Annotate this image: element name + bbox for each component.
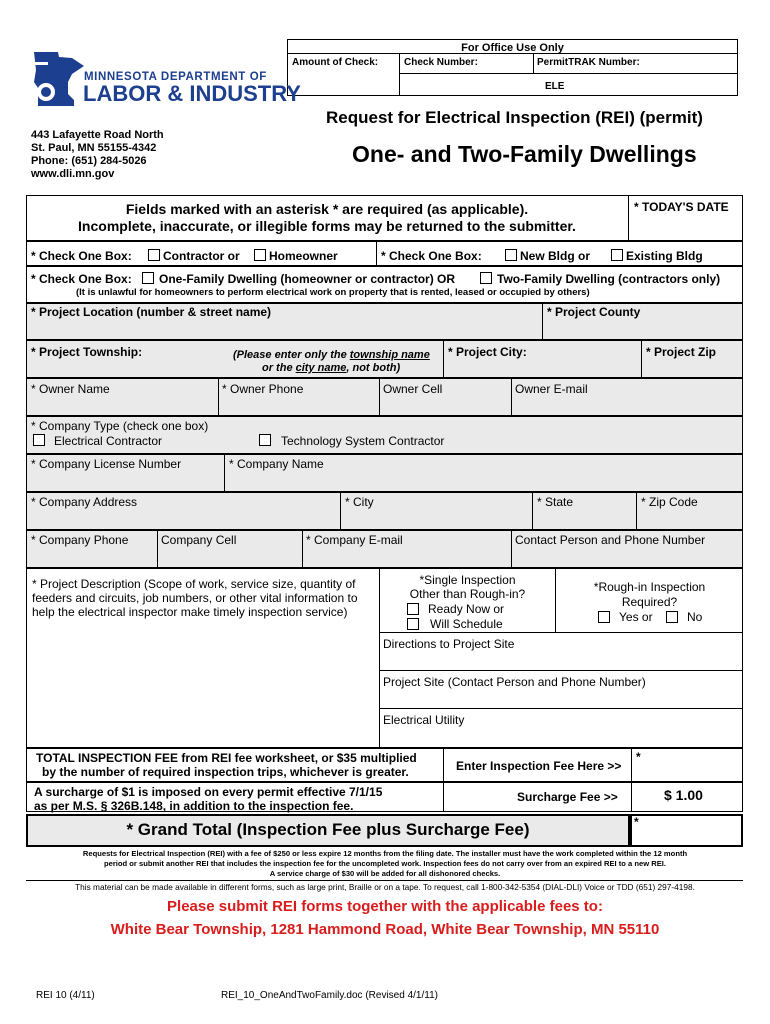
address-divider-3 [636, 492, 637, 530]
surcharge-line-1: A surcharge of $1 is imposed on every permit effective 7/1/15 [34, 785, 383, 799]
check-row-1-divider [376, 241, 377, 266]
new-bldg-checkbox[interactable] [505, 249, 517, 261]
inspection-fee-input[interactable]: * [636, 750, 641, 764]
rough-in-line-2: Required? [621, 595, 678, 609]
company-cell-label[interactable]: Company Cell [161, 533, 237, 547]
project-zip-label[interactable]: * Project Zip [646, 345, 717, 359]
electrical-utility-label[interactable]: Electrical Utility [383, 713, 465, 727]
notice-divider [628, 195, 629, 241]
company-email-label[interactable]: * Company E-mail [306, 533, 403, 547]
electrical-contractor-checkbox[interactable] [33, 434, 45, 446]
submit-address: White Bear Township, 1281 Hammond Road, White Bear Township, MN 55110 [110, 921, 660, 938]
address-divider-1 [340, 492, 341, 530]
city-divider [641, 340, 642, 378]
submit-line-1: Please submit REI forms together with the applicable fees to: [167, 898, 603, 915]
office-vline-2 [533, 53, 534, 73]
ele-label: ELE [545, 81, 565, 92]
form-id: REI 10 (4/11) [36, 990, 95, 1001]
single-inspection-line-2: Other than Rough-in? [409, 587, 526, 601]
township-note-c: or the [262, 362, 296, 374]
owner-cell-label[interactable]: Owner Cell [383, 382, 443, 396]
project-location-divider [542, 303, 543, 340]
minnesota-map-icon [28, 48, 90, 110]
surcharge-line-2: as per M.S. § 326B.148, in addition to the inspection fee. [34, 799, 354, 813]
phone-divider-1 [157, 530, 158, 568]
address-phone: Phone: (651) 284-5026 [31, 155, 147, 167]
project-township-label[interactable] [31, 345, 142, 359]
ready-now-label: Ready Now or [428, 602, 505, 616]
company-name-label[interactable]: * Company Name [229, 457, 324, 471]
single-inspection-line-1: *Single Inspection [419, 573, 516, 587]
grand-total-label: * Grand Total (Inspection Fee plus Surcharge Fee) [126, 820, 530, 839]
directions-line [379, 632, 743, 633]
rough-in-no-checkbox[interactable] [666, 611, 678, 623]
request-title: Request for Electrical Inspection (REI) (permit) [326, 108, 703, 127]
address-web: www.dli.mn.gov [31, 168, 115, 180]
total-fee-line-1: TOTAL INSPECTION FEE from REI fee worksheet, or $35 multiplied [36, 751, 417, 765]
rough-in-yes-checkbox[interactable] [598, 611, 610, 623]
company-address-label[interactable]: * Company Address [31, 495, 138, 509]
township-note-a: (Please enter only the [233, 349, 350, 361]
township-note-line-2 [262, 361, 400, 375]
doc-name: REI_10_OneAndTwoFamily.doc (Revised 4/1/11) [221, 990, 438, 1001]
address-street: 443 Lafayette Road North [31, 129, 164, 141]
check-number-label: Check Number: [404, 57, 478, 68]
homeowner-warning: (It is unlawful for homeowners to perform electrical work on property that is rented, leased or occupied by others) [76, 287, 590, 298]
total-fee-line-2: by the number of required inspection trips, whichever is greater. [42, 765, 409, 779]
owner-divider-2 [379, 378, 380, 416]
one-family-checkbox[interactable] [142, 272, 154, 284]
homeowner-label: Homeowner [269, 249, 338, 263]
owner-divider-1 [218, 378, 219, 416]
electrical-contractor-label: Electrical Contractor [54, 434, 163, 448]
footnote-line-3: A service charge of $30 will be added for all dishonored checks. [269, 869, 501, 878]
main-title: One- and Two-Family Dwellings [352, 141, 697, 167]
will-schedule-label: Will Schedule [430, 617, 503, 631]
owner-divider-3 [511, 378, 512, 416]
township-text: Project Township: [39, 345, 143, 359]
company-type-label: * Company Type (check one box) [31, 419, 209, 433]
project-county-label[interactable]: * Project County [547, 305, 641, 319]
township-divider [443, 340, 444, 378]
company-license-label[interactable]: * Company License Number [31, 457, 182, 471]
permittrak-number-label: PermitTRAK Number: [537, 57, 640, 68]
rough-in-line-1: *Rough-in Inspection [593, 580, 706, 594]
will-schedule-checkbox[interactable] [407, 618, 419, 630]
utility-line [379, 708, 743, 709]
todays-date-label[interactable]: * TODAY'S DATE [634, 200, 729, 214]
surcharge-fee-label: Surcharge Fee >> [517, 790, 618, 804]
company-state-label[interactable]: * State [537, 495, 574, 509]
owner-email-label[interactable]: Owner E-mail [515, 382, 588, 396]
office-use-title: For Office Use Only [461, 42, 564, 54]
homeowner-checkbox[interactable] [254, 249, 266, 261]
two-family-checkbox[interactable] [480, 272, 492, 284]
township-note-d: city name [295, 362, 347, 374]
two-family-label: Two-Family Dwelling (contractors only) [497, 272, 721, 286]
company-city-label[interactable]: * City [345, 495, 374, 509]
mn-dli-logo [28, 48, 301, 108]
surcharge-amount: $ 1.00 [664, 787, 703, 803]
township-note-line-1 [233, 348, 430, 362]
alt-format-note: This material can be made available in different forms, such as large print, Braille or on a tape. To request, call 1-800-342-5354 (DIAL-DLI) Voice or TDD (651) 297-4198. [75, 882, 695, 892]
office-divider-2 [399, 73, 738, 74]
notice-line-1: Fields marked with an asterisk * are required (as applicable). [125, 201, 529, 217]
technology-contractor-label: Technology System Contractor [281, 434, 445, 448]
rough-in-no-label: No [687, 610, 703, 624]
contractor-label: Contractor or [163, 249, 240, 263]
existing-bldg-label: Existing Bldg [626, 249, 703, 263]
company-zip-label[interactable]: * Zip Code [641, 495, 698, 509]
check-one-box-label-1: * Check One Box: [31, 249, 132, 263]
footnote-line-1: Requests for Electrical Inspection (REI) with a fee of $250 or less expire 12 months from the filing date. The installer must have the work completed within the 12 month [82, 849, 688, 858]
owner-phone-label[interactable]: * Owner Phone [222, 382, 304, 396]
directions-label[interactable]: Directions to Project Site [383, 637, 515, 651]
site-contact-label[interactable]: Project Site (Contact Person and Phone Number) [383, 675, 646, 689]
license-divider [224, 454, 225, 492]
notice-line-2: Incomplete, inaccurate, or illegible forms may be returned to the submitter. [78, 218, 576, 234]
company-phone-label[interactable]: * Company Phone [31, 533, 129, 547]
grand-total-input[interactable] [630, 814, 743, 847]
footnote-line-2: period or submit another REI that includes the inspection fee for the uncompleted work. Inspection fees do not carry over from an expired REI to a new REI. [103, 859, 667, 868]
footnote-separator [26, 880, 743, 881]
check-one-box-label-3: * Check One Box: [31, 272, 132, 286]
contact-person-label[interactable]: Contact Person and Phone Number [515, 533, 706, 547]
logo-line-1: MINNESOTA DEPARTMENT OF [84, 71, 267, 83]
office-vline-1 [399, 53, 400, 96]
phone-divider-2 [302, 530, 303, 568]
amount-of-check-label: Amount of Check: [292, 57, 379, 68]
project-description-line-2: feeders and circuits, job numbers, or other vital information to [32, 591, 358, 605]
grand-total-star: * [634, 815, 639, 829]
project-city-label[interactable]: * Project City: [448, 345, 527, 359]
township-note-e: , not both) [346, 362, 401, 374]
project-description-line-3: help the electrical inspector make timely inspection service) [32, 605, 348, 619]
office-divider [287, 53, 738, 54]
technology-contractor-checkbox[interactable] [259, 434, 271, 446]
township-asterisk: * [31, 345, 40, 359]
project-description-line-1[interactable]: * Project Description (Scope of work, service size, quantity of [32, 577, 356, 591]
rough-in-yes-label: Yes or [619, 610, 653, 624]
contractor-checkbox[interactable] [148, 249, 160, 261]
new-bldg-label: New Bldg or [520, 249, 591, 263]
project-location-label[interactable]: * Project Location (number & street name) [31, 305, 272, 319]
address-city: St. Paul, MN 55155-4342 [31, 142, 157, 154]
phone-divider-3 [511, 530, 512, 568]
ready-now-checkbox[interactable] [407, 603, 419, 615]
address-divider-2 [532, 492, 533, 530]
logo-line-2: LABOR & INDUSTRY [83, 81, 301, 106]
site-contact-line [379, 670, 743, 671]
enter-fee-label: Enter Inspection Fee Here >> [456, 759, 622, 773]
owner-name-label[interactable]: * Owner Name [31, 382, 110, 396]
existing-bldg-checkbox[interactable] [611, 249, 623, 261]
check-one-box-label-2: * Check One Box: [381, 249, 482, 263]
one-family-label: One-Family Dwelling (homeowner or contractor) OR [159, 272, 456, 286]
township-note-b: township name [349, 349, 430, 361]
